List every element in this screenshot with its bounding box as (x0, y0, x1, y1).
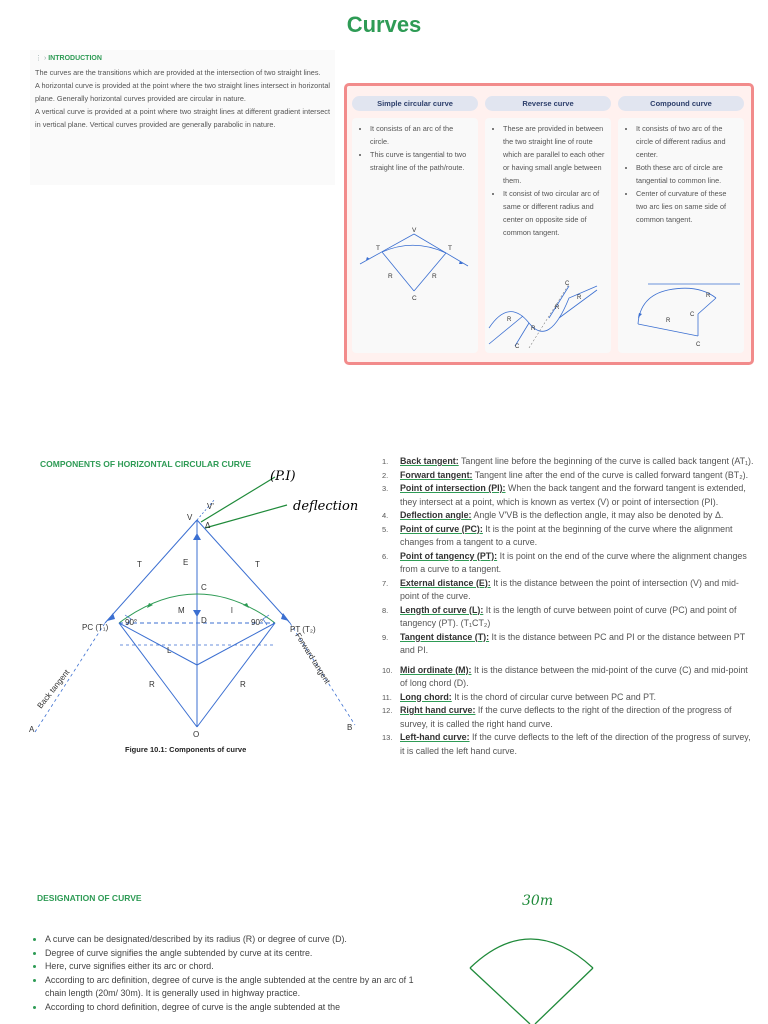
label-c2: C (565, 281, 570, 287)
label-v: V (187, 513, 193, 522)
label-v-prime: V' (207, 502, 214, 511)
definition-term: Point of curve (PC): (400, 523, 483, 534)
definition-text: Tangent line before the beginning of the curve is called back tangent (AT₁). (458, 456, 754, 466)
label-r: R (240, 680, 246, 689)
reverse-curve-diagram (485, 278, 611, 350)
definition-number: 7. (382, 578, 389, 588)
label-pt: PT (T₂) (290, 625, 316, 634)
designation-point: • Degree of curve signifies the angle subtended by curve at its centre. (45, 947, 425, 961)
definition-term: Forward tangent: (400, 469, 473, 480)
definition-text: Tangent line after the end of the curve is called forward tangent (BT₂). (472, 469, 749, 480)
designation-sketch (455, 908, 605, 1024)
label-angle: 90° (251, 618, 264, 627)
definition-number: 9. (382, 632, 389, 642)
label-r: R (432, 273, 437, 280)
definition-item (382, 482, 754, 509)
definition-number: 1. (382, 457, 389, 466)
intro-paragraph-1: The curves are the transitions which are provided at the intersection of two straight lines. (35, 68, 321, 77)
label-l-small: l (231, 606, 233, 615)
simple-curve-column (352, 96, 478, 353)
definition-text: It is the distance between PC and PI or the distance between PT and PI. (400, 631, 745, 655)
definition-item (382, 664, 754, 691)
compound-curve-body (618, 118, 744, 353)
components-diagram (25, 465, 370, 745)
label-r2: R (555, 305, 560, 311)
label-b: B (347, 723, 353, 732)
definition-number: 3. (382, 484, 389, 493)
reverse-curve-point: • These are provided in between the two straight line of route which are parallel to each other or having small angle between them. (503, 122, 605, 187)
curve-types-panel (344, 83, 754, 365)
label-c: C (412, 295, 417, 302)
label-l-big: L (167, 646, 172, 655)
label-delta: Δ (205, 521, 211, 530)
definition-item (382, 469, 754, 483)
label-r: R (388, 273, 393, 280)
definition-number: 12. (382, 706, 393, 715)
intro-paragraph-3: A vertical curve is provided at a point where two straight lines at different gradient intersect in vertical plane. Vertical curves provided are generally parabolic in nature. (35, 107, 330, 129)
definition-text: If the curve deflects to the left of the direction of the progress of survey, it is called the left hand curve. (400, 732, 751, 756)
definition-term: External distance (E): (400, 577, 491, 588)
definition-term: Long chord: (400, 691, 452, 702)
page-title: Curves (346, 12, 422, 37)
definition-item (382, 509, 754, 523)
label-c2: C (690, 312, 695, 318)
components-heading: COMPONENTS OF HORIZONTAL CIRCULAR CURVE (40, 459, 252, 469)
definition-item (382, 704, 754, 731)
definition-term: Point of intersection (PI): (400, 483, 506, 493)
definition-item (382, 550, 754, 577)
simple-curve-point: • This curve is tangential to two straight line of the path/route. (370, 148, 472, 174)
definition-term: Deflection angle: (400, 510, 472, 520)
definition-number: 11. (382, 692, 392, 702)
label-t1: T (376, 245, 380, 252)
definition-term: Back tangent: (400, 456, 459, 466)
label-c1: C (515, 344, 520, 350)
simple-curve-diagram (352, 226, 478, 316)
chain-length-annotation: 30m (522, 893, 554, 909)
figure-caption: Figure 10.1: Components of curve (125, 745, 247, 754)
introduction-heading: ⋮ › INTRODUCTION (35, 55, 102, 62)
back-tangent-label: Back tangent (35, 667, 72, 711)
label-v: V (412, 227, 417, 234)
designation-point: • Here, curve signifies either its arc or chord. (45, 960, 425, 974)
label-t2: T (448, 245, 452, 252)
definition-text: It is point on the end of the curve where the alignment changes from a curve to a tangent. (400, 550, 747, 574)
definition-number: 8. (382, 605, 389, 615)
intro-paragraph-2: A horizontal curve is provided at the point where the two straight lines intersect in horizontal plane. Generally horizontal curves provided are circular in nature. (35, 81, 330, 103)
label-t: T (255, 560, 260, 569)
definition-term: Mid ordinate (M): (400, 664, 472, 675)
reverse-curve-header: Reverse curve (485, 96, 611, 111)
label-r: R (149, 680, 155, 689)
definition-term: Tangent distance (T): (400, 631, 490, 642)
definition-item (382, 577, 754, 604)
definition-item (382, 631, 754, 658)
definition-number: 10. (382, 665, 393, 675)
definition-number: 13. (382, 733, 393, 742)
designation-point: • A curve can be designated/described by its radius (R) or degree of curve (D). (45, 933, 425, 947)
compound-curve-header: Compound curve (618, 96, 744, 111)
definition-term: Right hand curve: (400, 705, 476, 715)
definition-item (382, 455, 754, 469)
designation-point: • According to arc definition, degree of curve is the angle subtended at the centre by an arc of 1 chain length (20m/ 30m). It is generally used in highway practice. (45, 974, 425, 1001)
definition-item (382, 731, 754, 758)
definition-text: Angle V'VB is the deflection angle, it may also be denoted by Δ. (471, 510, 724, 520)
label-e: E (183, 558, 189, 567)
label-c: C (201, 583, 207, 592)
designation-heading: DESIGNATION OF CURVE (37, 893, 142, 903)
compound-curve-column (618, 96, 744, 353)
definition-text: It is the point at the beginning of the curve where the alignment changes from a tangent to a curve. (400, 523, 733, 547)
definition-item (382, 604, 754, 631)
definition-number: 2. (382, 470, 389, 480)
definition-text: When the back tangent and the forward tangent is extended, they intersect at a point, which is known as vertex (V) or point of intersection (PI). (400, 483, 746, 507)
reverse-curve-column (485, 96, 611, 353)
deflection-annotation: deflection (293, 499, 359, 514)
definition-number: 4. (382, 511, 389, 520)
designation-point: • According to chord definition, degree of curve is the angle subtended at the (45, 1001, 425, 1015)
label-r2: R (706, 293, 711, 299)
reverse-curve-point: • It consist of two circular arc of same or different radius and center on opposite side of common tangent. (503, 187, 605, 239)
definition-term: Length of curve (L): (400, 604, 484, 615)
forward-tangent-label: Forward tangent (293, 631, 332, 686)
pi-annotation: (P.I) (270, 469, 296, 484)
label-d: D (201, 616, 207, 625)
definition-term: Point of tangency (PT): (400, 550, 498, 561)
definition-text: It is the length of curve between point of curve (PC) and point of tangency (PT). (T₁CT₂) (400, 604, 737, 628)
label-t: T (137, 560, 142, 569)
compound-curve-point: • Center of curvature of these two arc lies on same side of common tangent. (636, 187, 738, 226)
definition-term: Left-hand curve: (400, 732, 470, 742)
label-o: O (193, 730, 200, 739)
definition-item (382, 691, 754, 705)
definitions-list (382, 455, 754, 758)
label-r1: R (531, 326, 536, 332)
compound-curve-point: • It consists of two arc of the circle of different radius and center. (636, 122, 738, 161)
definition-number: 6. (382, 551, 389, 561)
definition-text: If the curve deflects to the right of the direction of the progress of survey, it is called the right hand curve. (400, 705, 732, 729)
simple-curve-header: Simple circular curve (352, 96, 478, 111)
definition-text: It is the distance between the mid-point of the curve (C) and mid-point of long chord (D). (400, 664, 748, 688)
label-r1: R (507, 317, 512, 323)
definition-text: It is the distance between the point of intersection (V) and mid-point of the curve. (400, 577, 739, 601)
label-pc: PC (T₁) (82, 623, 109, 632)
simple-curve-body (352, 118, 478, 353)
definition-item (382, 523, 754, 550)
compound-curve-point: • Both these arc of circle are tangential to common line. (636, 161, 738, 187)
reverse-curve-body (485, 118, 611, 353)
introduction-section (30, 50, 335, 185)
label-r2: R (577, 295, 582, 301)
label-m: M (178, 606, 185, 615)
definition-text: It is the chord of circular curve between PC and PT. (451, 691, 656, 702)
label-a: A (29, 725, 35, 734)
definition-number: 5. (382, 524, 389, 534)
label-r1: R (666, 318, 671, 324)
simple-curve-point: • It consists of an arc of the circle. (370, 122, 472, 148)
label-angle: 90° (125, 618, 138, 627)
label-c1: C (696, 342, 701, 348)
designation-list (30, 933, 425, 1014)
compound-curve-diagram (618, 276, 744, 351)
